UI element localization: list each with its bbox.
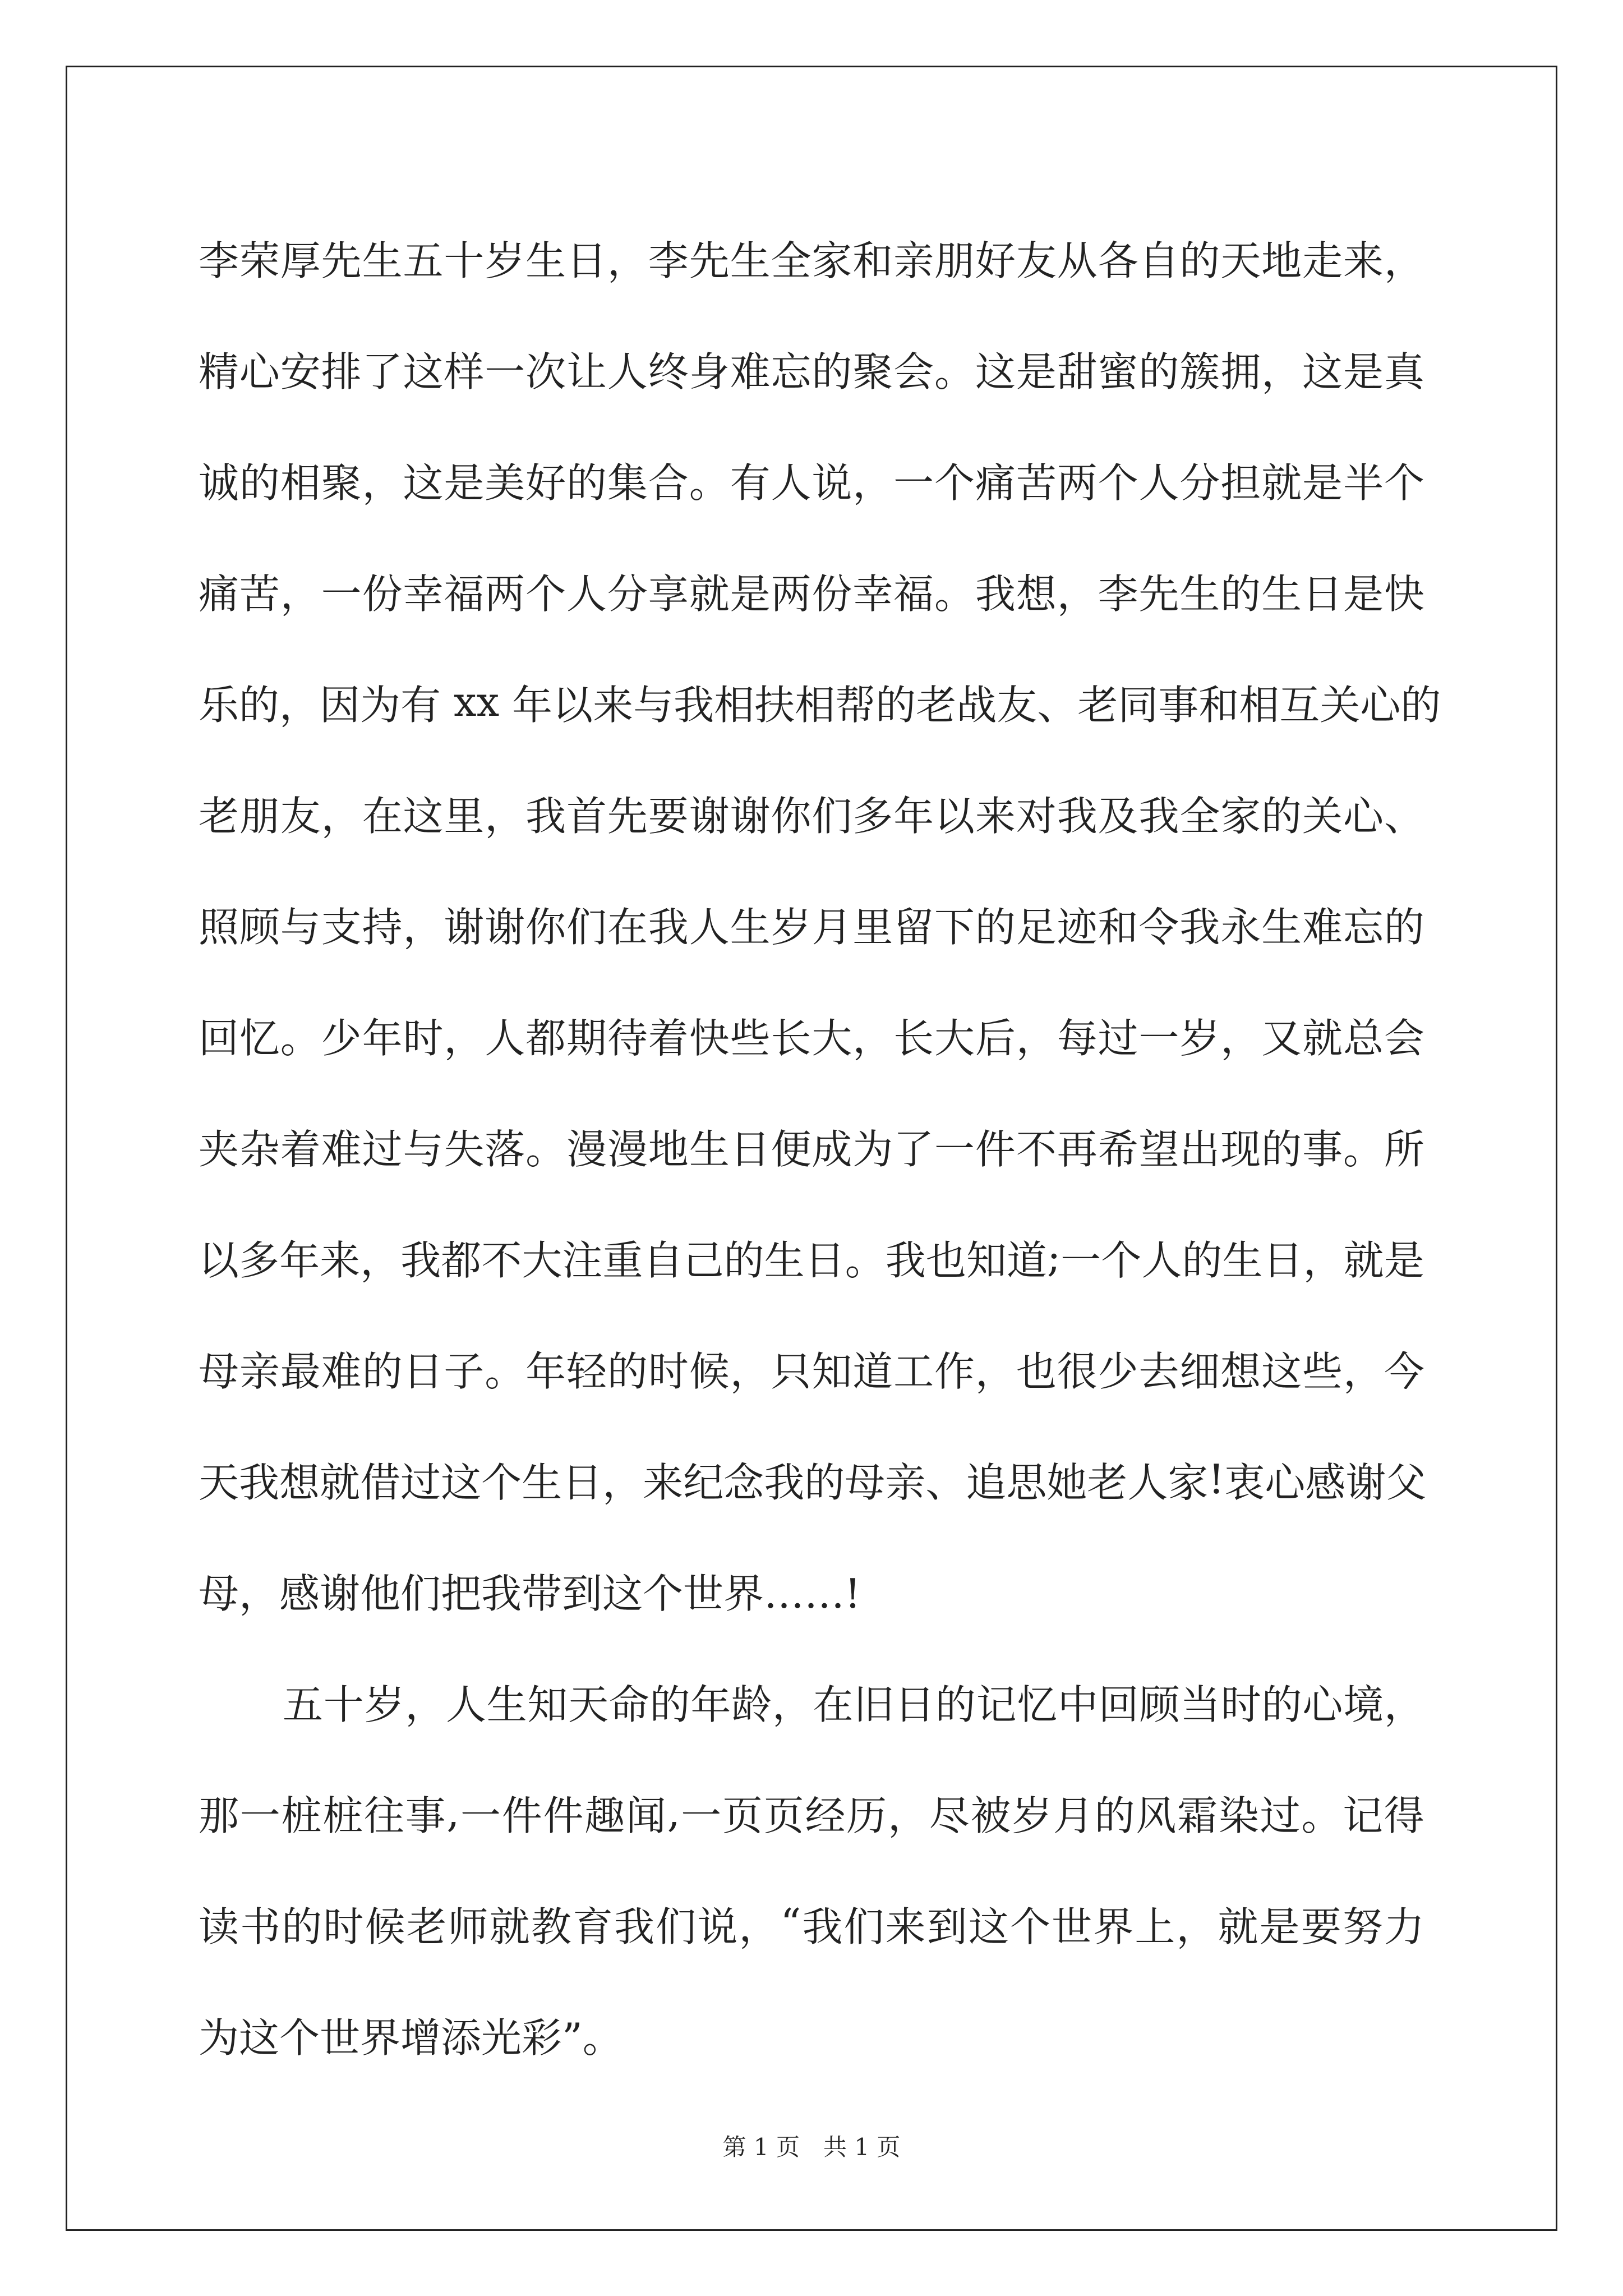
text-line: 照 顾 与 支 持 ， 谢 谢 你 们 在 我 人 生 岁 月 里 留 下 的 足 迹 和 令 我 永 生 难 忘 的: [199, 904, 1424, 951]
text-line: 痛 苦 ， 一 份 幸 福 两 个 人 分 享 就 是 两 份 幸 福 。 我 想 ， 李 先 生 的 生 日 是 快: [199, 570, 1424, 618]
text-line: 夹 杂 着 难 过 与 失 落 。 漫 漫 地 生 日 便 成 为 了 一 件 不 再 希 望 出 现 的 事 。 所: [199, 1126, 1424, 1173]
text-line: 老 朋 友 ， 在 这 里 ， 我 首 先 要 谢 谢 你 们 多 年 以 来 对 我 及 我 全 家 的 关 心 、: [199, 793, 1424, 840]
text-line: 精 心 安 排 了 这 样 一 次 让 人 终 身 难 忘 的 聚 会 。 这 是 甜 蜜 的 簇 拥 ， 这 是 真: [199, 348, 1424, 395]
document-body: [199, 202, 1441, 2090]
text-line: 诚 的 相 聚 ， 这 是 美 好 的 集 合 。 有 人 说 ， 一 个 痛 苦 两 个 人 分 担 就 是 半 个: [199, 459, 1424, 507]
text-line-last: 为这个世界增添光彩”。: [199, 2014, 623, 2062]
text-line-last: 母，感谢他们把我带到这个世界……!: [199, 1570, 861, 1617]
text-line: 乐 的 ， 因 为 有 x x 年 以 来 与 我 相 扶 相 帮 的 老 战 友 、 老 同 事 和 相 互 关 心 的: [199, 678, 1441, 729]
text-line: 母 亲 最 难 的 日 子 。 年 轻 的 时 候 ， 只 知 道 工 作 ， 也 很 少 去 细 想 这 些 ， 今: [199, 1348, 1424, 1395]
text-line: 以 多 年 来 ， 我 都 不 大 注 重 自 己 的 生 日 。 我 也 知 道 ; 一 个 人 的 生 日 ， 就 是: [199, 1234, 1424, 1284]
text-line-first-indented: 五 十 岁 ， 人 生 知 天 命 的 年 龄 ， 在 旧 日 的 记 忆 中 回 顾 当 时 的 心 境 ，: [283, 1681, 1424, 1728]
text-line: 读 书 的 时 候 老 师 就 教 育 我 们 说 ， “ 我 们 来 到 这 个 世 界 上 ， 就 是 要 努 力: [199, 1900, 1424, 1950]
text-line: 天 我 想 就 借 过 这 个 生 日 ， 来 纪 念 我 的 母 亲 、 追 思 她 老 人 家 ! 衷 心 感 谢 父: [199, 1456, 1427, 1506]
text-line: 李 荣 厚 先 生 五 十 岁 生 日 ， 李 先 生 全 家 和 亲 朋 好 友 从 各 自 的 天 地 走 来 ，: [199, 237, 1424, 284]
page-number-footer: 第 1 页 共 1 页: [722, 2133, 901, 2161]
text-line: 回 忆 。 少 年 时 ， 人 都 期 待 着 快 些 长 大 ， 长 大 后 ， 每 过 一 岁 ， 又 就 总 会: [199, 1015, 1424, 1062]
text-line: 那 一 桩 桩 往 事 , 一 件 件 趣 闻 , 一 页 页 经 历 ， 尽 被 岁 月 的 风 霜 染 过 。 记 得: [199, 1789, 1424, 1839]
